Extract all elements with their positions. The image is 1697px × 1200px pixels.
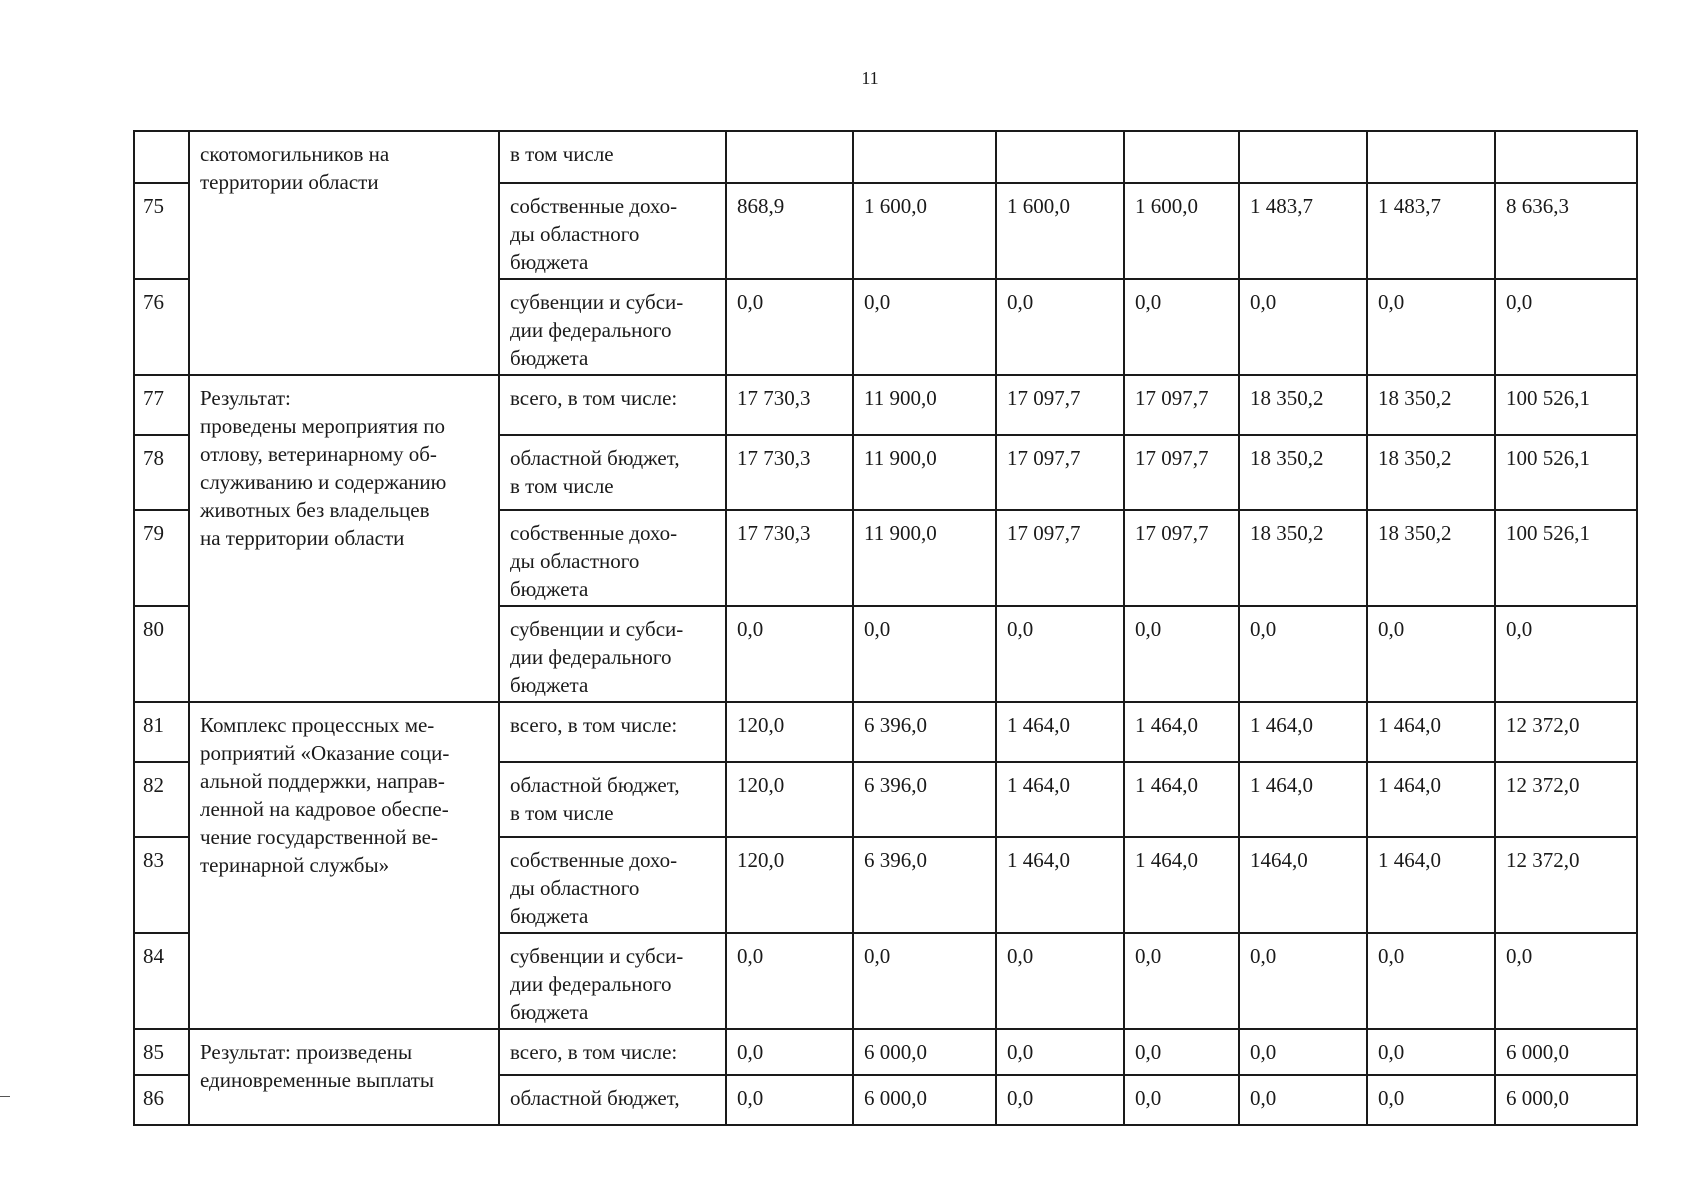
amount-cell: 0,0 <box>726 933 853 1029</box>
margin-mark <box>0 1096 10 1097</box>
funding-source-line: всего, в том числе: <box>510 713 678 737</box>
amount-cell: 1 464,0 <box>1239 702 1367 762</box>
amount-cell: 12 372,0 <box>1495 702 1637 762</box>
amount-cell <box>996 131 1124 183</box>
activity-name-line: роприятий «Оказание соци- <box>200 741 450 765</box>
amount-cell: 6 000,0 <box>853 1029 996 1075</box>
activity-name-line: проведены мероприятия по <box>200 414 445 438</box>
amount-cell: 12 372,0 <box>1495 762 1637 837</box>
activity-name-line: Комплекс процессных ме- <box>200 713 435 737</box>
amount-cell: 100 526,1 <box>1495 375 1637 435</box>
funding-source-line: бюджета <box>510 250 589 274</box>
amount-cell: 120,0 <box>726 837 853 933</box>
activity-name-line: единовременные выплаты <box>200 1068 435 1092</box>
row-number: 85 <box>134 1029 189 1075</box>
amount-cell: 1 483,7 <box>1239 183 1367 279</box>
amount-cell: 17 730,3 <box>726 435 853 510</box>
amount-cell: 1 600,0 <box>853 183 996 279</box>
table-row <box>134 702 1637 762</box>
funding-source-line: областной бюджет, <box>510 446 680 470</box>
amount-cell: 0,0 <box>726 606 853 702</box>
table-row <box>134 1029 1637 1075</box>
row-number: 75 <box>134 183 189 279</box>
funding-source-line: областной бюджет, <box>510 1086 680 1110</box>
amount-cell: 6 396,0 <box>853 702 996 762</box>
amount-cell: 120,0 <box>726 702 853 762</box>
amount-cell: 0,0 <box>1367 606 1495 702</box>
amount-cell: 0,0 <box>1495 933 1637 1029</box>
amount-cell: 0,0 <box>1495 606 1637 702</box>
amount-cell: 17 097,7 <box>1124 510 1239 606</box>
activity-name <box>189 1029 499 1125</box>
funding-source <box>499 1029 726 1075</box>
activity-name-line: на территории области <box>200 526 405 550</box>
amount-cell: 0,0 <box>853 933 996 1029</box>
row-number: 86 <box>134 1075 189 1125</box>
amount-cell: 0,0 <box>1367 279 1495 375</box>
funding-source-line: ды областного <box>510 876 640 900</box>
funding-source-line: бюджета <box>510 673 589 697</box>
row-number: 84 <box>134 933 189 1029</box>
activity-name-line: ленной на кадровое обеспе- <box>200 797 449 821</box>
funding-source-line: бюджета <box>510 577 589 601</box>
funding-source-line: ды областного <box>510 222 640 246</box>
amount-cell: 18 350,2 <box>1239 510 1367 606</box>
activity-name <box>189 131 499 375</box>
funding-source <box>499 837 726 933</box>
amount-cell: 1 600,0 <box>996 183 1124 279</box>
amount-cell: 120,0 <box>726 762 853 837</box>
funding-source <box>499 702 726 762</box>
amount-cell: 18 350,2 <box>1239 375 1367 435</box>
amount-cell <box>1495 131 1637 183</box>
amount-cell: 0,0 <box>1124 606 1239 702</box>
amount-cell: 6 000,0 <box>1495 1075 1637 1125</box>
amount-cell <box>726 131 853 183</box>
amount-cell: 0,0 <box>1239 1029 1367 1075</box>
amount-cell: 100 526,1 <box>1495 435 1637 510</box>
row-number: 76 <box>134 279 189 375</box>
amount-cell: 868,9 <box>726 183 853 279</box>
amount-cell <box>1239 131 1367 183</box>
funding-source-line: бюджета <box>510 346 589 370</box>
amount-cell: 0,0 <box>853 279 996 375</box>
funding-source <box>499 131 726 183</box>
amount-cell: 18 350,2 <box>1367 435 1495 510</box>
amount-cell: 17 097,7 <box>996 510 1124 606</box>
amount-cell: 1 464,0 <box>996 762 1124 837</box>
funding-source-line: ды областного <box>510 549 640 573</box>
amount-cell: 17 097,7 <box>996 435 1124 510</box>
amount-cell: 0,0 <box>1367 933 1495 1029</box>
activity-name-line: отлову, ветеринарному об- <box>200 442 437 466</box>
amount-cell: 6 000,0 <box>1495 1029 1637 1075</box>
activity-name-line: служиванию и содержанию <box>200 470 447 494</box>
funding-source-line: в том числе <box>510 142 614 166</box>
funding-source-line: в том числе <box>510 801 614 825</box>
funding-source-line: бюджета <box>510 1000 589 1024</box>
activity-name <box>189 375 499 702</box>
amount-cell: 0,0 <box>996 933 1124 1029</box>
activity-name-line: альной поддержки, направ- <box>200 769 445 793</box>
amount-cell: 0,0 <box>726 279 853 375</box>
amount-cell: 18 350,2 <box>1239 435 1367 510</box>
amount-cell: 1 600,0 <box>1124 183 1239 279</box>
amount-cell: 18 350,2 <box>1367 510 1495 606</box>
page-number: 11 <box>861 68 879 88</box>
amount-cell: 11 900,0 <box>853 435 996 510</box>
amount-cell: 0,0 <box>853 606 996 702</box>
activity-name-line: Результат: произведены <box>200 1040 413 1064</box>
amount-cell: 11 900,0 <box>853 375 996 435</box>
funding-source <box>499 435 726 510</box>
funding-source-line: собственные дохо- <box>510 521 678 545</box>
budget-table <box>133 130 1638 1126</box>
activity-name-line: скотомогильников на <box>200 142 390 166</box>
amount-cell <box>1367 131 1495 183</box>
funding-source-line: бюджета <box>510 904 589 928</box>
funding-source-line: собственные дохо- <box>510 848 678 872</box>
amount-cell: 17 730,3 <box>726 375 853 435</box>
table-row <box>134 375 1637 435</box>
activity-name-line: Результат: <box>200 386 291 410</box>
activity-name-line: животных без владельцев <box>200 498 430 522</box>
amount-cell: 1 464,0 <box>996 837 1124 933</box>
funding-source <box>499 606 726 702</box>
amount-cell: 6 396,0 <box>853 762 996 837</box>
amount-cell: 0,0 <box>1239 933 1367 1029</box>
amount-cell: 17 730,3 <box>726 510 853 606</box>
amount-cell: 0,0 <box>1239 606 1367 702</box>
row-number: 81 <box>134 702 189 762</box>
funding-source-line: дии федерального <box>510 318 672 342</box>
amount-cell: 0,0 <box>996 1075 1124 1125</box>
row-number: 80 <box>134 606 189 702</box>
funding-source <box>499 933 726 1029</box>
amount-cell <box>853 131 996 183</box>
funding-source-line: областной бюджет, <box>510 773 680 797</box>
activity-name-line: территории области <box>200 170 379 194</box>
funding-source <box>499 510 726 606</box>
amount-cell: 1 464,0 <box>1124 837 1239 933</box>
table-row <box>134 131 1637 183</box>
amount-cell: 1 464,0 <box>1124 762 1239 837</box>
funding-source <box>499 279 726 375</box>
amount-cell: 0,0 <box>726 1075 853 1125</box>
funding-source <box>499 183 726 279</box>
amount-cell: 100 526,1 <box>1495 510 1637 606</box>
amount-cell: 1 464,0 <box>1367 837 1495 933</box>
funding-source-line: всего, в том числе: <box>510 386 678 410</box>
amount-cell: 0,0 <box>1495 279 1637 375</box>
amount-cell: 0,0 <box>726 1029 853 1075</box>
amount-cell: 1 464,0 <box>1239 762 1367 837</box>
funding-source <box>499 375 726 435</box>
amount-cell: 0,0 <box>1367 1075 1495 1125</box>
amount-cell: 0,0 <box>1124 933 1239 1029</box>
row-number: 82 <box>134 762 189 837</box>
amount-cell: 0,0 <box>996 279 1124 375</box>
funding-source-line: субвенции и субси- <box>510 617 684 641</box>
funding-source <box>499 762 726 837</box>
funding-source-line: субвенции и субси- <box>510 944 684 968</box>
funding-source-line: дии федерального <box>510 972 672 996</box>
amount-cell: 0,0 <box>996 1029 1124 1075</box>
amount-cell: 0,0 <box>1239 1075 1367 1125</box>
amount-cell <box>1124 131 1239 183</box>
row-number: 78 <box>134 435 189 510</box>
funding-source <box>499 1075 726 1125</box>
funding-source-line: субвенции и субси- <box>510 290 684 314</box>
activity-name-line: теринарной службы» <box>200 853 390 877</box>
amount-cell: 11 900,0 <box>853 510 996 606</box>
amount-cell: 0,0 <box>1124 279 1239 375</box>
amount-cell: 6 000,0 <box>853 1075 996 1125</box>
amount-cell: 1 464,0 <box>1367 702 1495 762</box>
amount-cell: 1 464,0 <box>996 702 1124 762</box>
amount-cell: 1 464,0 <box>1124 702 1239 762</box>
amount-cell: 0,0 <box>1367 1029 1495 1075</box>
amount-cell: 17 097,7 <box>1124 435 1239 510</box>
amount-cell: 1 483,7 <box>1367 183 1495 279</box>
row-number: 83 <box>134 837 189 933</box>
amount-cell: 17 097,7 <box>1124 375 1239 435</box>
funding-source-line: всего, в том числе: <box>510 1040 678 1064</box>
amount-cell: 0,0 <box>1124 1029 1239 1075</box>
funding-source-line: дии федерального <box>510 645 672 669</box>
amount-cell: 1464,0 <box>1239 837 1367 933</box>
row-number: 79 <box>134 510 189 606</box>
funding-source-line: собственные дохо- <box>510 194 678 218</box>
amount-cell: 12 372,0 <box>1495 837 1637 933</box>
funding-source-line: в том числе <box>510 474 614 498</box>
amount-cell: 8 636,3 <box>1495 183 1637 279</box>
amount-cell: 0,0 <box>1124 1075 1239 1125</box>
amount-cell: 6 396,0 <box>853 837 996 933</box>
row-number <box>134 131 189 183</box>
amount-cell: 0,0 <box>996 606 1124 702</box>
amount-cell: 18 350,2 <box>1367 375 1495 435</box>
activity-name <box>189 702 499 1029</box>
amount-cell: 17 097,7 <box>996 375 1124 435</box>
row-number: 77 <box>134 375 189 435</box>
activity-name-line: чение государственной ве- <box>200 825 438 849</box>
amount-cell: 0,0 <box>1239 279 1367 375</box>
amount-cell: 1 464,0 <box>1367 762 1495 837</box>
